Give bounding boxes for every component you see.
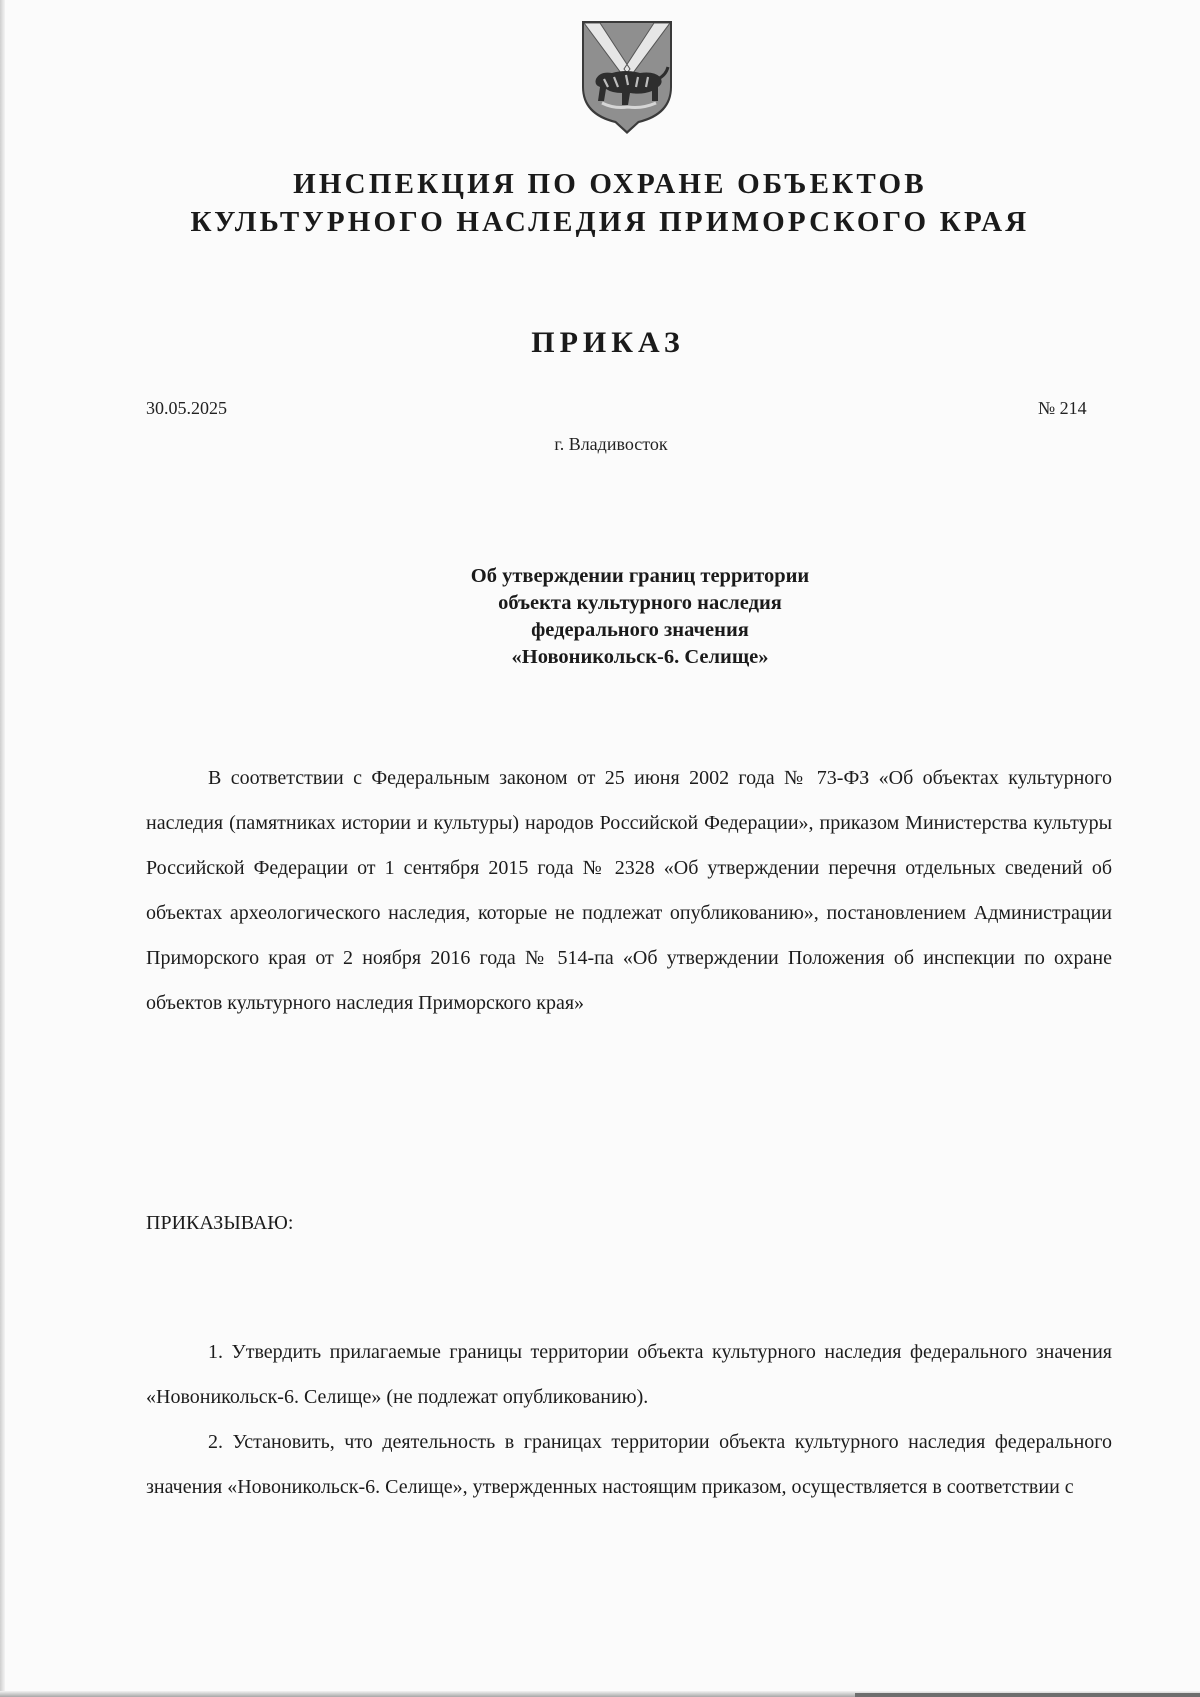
subject-line: федерального значения	[531, 619, 749, 641]
subject-line: Об утверждении границ территории	[470, 565, 810, 587]
scan-bottom-edge	[0, 1691, 1200, 1697]
document-type-title: ПРИКАЗ	[531, 326, 685, 359]
organization-name-line-1: ИНСПЕКЦИЯ ПО ОХРАНЕ ОБЪЕКТОВ	[293, 168, 927, 200]
order-points-list	[146, 1330, 1112, 1510]
document-city: г. Владивосток	[554, 434, 668, 454]
order-directive-word: ПРИКАЗЫВАЮ:	[146, 1212, 294, 1234]
scan-left-edge	[0, 0, 5, 1697]
document-date: 30.05.2025	[146, 398, 227, 418]
preamble-block	[146, 756, 1112, 1026]
subject-line: «Новоникольск-6. Селище»	[511, 646, 769, 668]
document-number: № 214	[1038, 398, 1087, 418]
document-subject	[380, 563, 900, 671]
order-point: 2. Установить, что деятельность в границах территории объекта культурного наследия федерального значения «Новоникольск-6. Селище», утвержденных настоящим приказом, осуществляется в соответствии с	[146, 1431, 1112, 1498]
scan-bottom-shadow	[855, 1693, 1200, 1697]
coat-of-arms-icon	[578, 17, 676, 135]
order-point: 1. Утвердить прилагаемые границы территории объекта культурного наследия федерального значения «Новоникольск-6. Селище» (не подлежат опубликованию).	[146, 1341, 1112, 1408]
organization-name-line-2: КУЛЬТУРНОГО НАСЛЕДИЯ ПРИМОРСКОГО КРАЯ	[190, 206, 1030, 238]
subject-line: объекта культурного наследия	[498, 592, 782, 614]
preamble-paragraph: В соответствии с Федеральным законом от 25 июня 2002 года № 73-ФЗ «Об объектах культурного наследия (памятниках истории и культуры) народов Российской Федерации», приказом Министерства культуры Российской Федерации от 1 сентября 2015 года № 2328 «Об утверждении перечня отдельных сведений об объектах археологического наследия, которые не подлежат опубликованию», постановлением Администрации Приморского края от 2 ноября 2016 года № 514-па «Об утверждении Положения об инспекции по охране объектов культурного наследия Приморского края»	[146, 767, 1112, 1014]
